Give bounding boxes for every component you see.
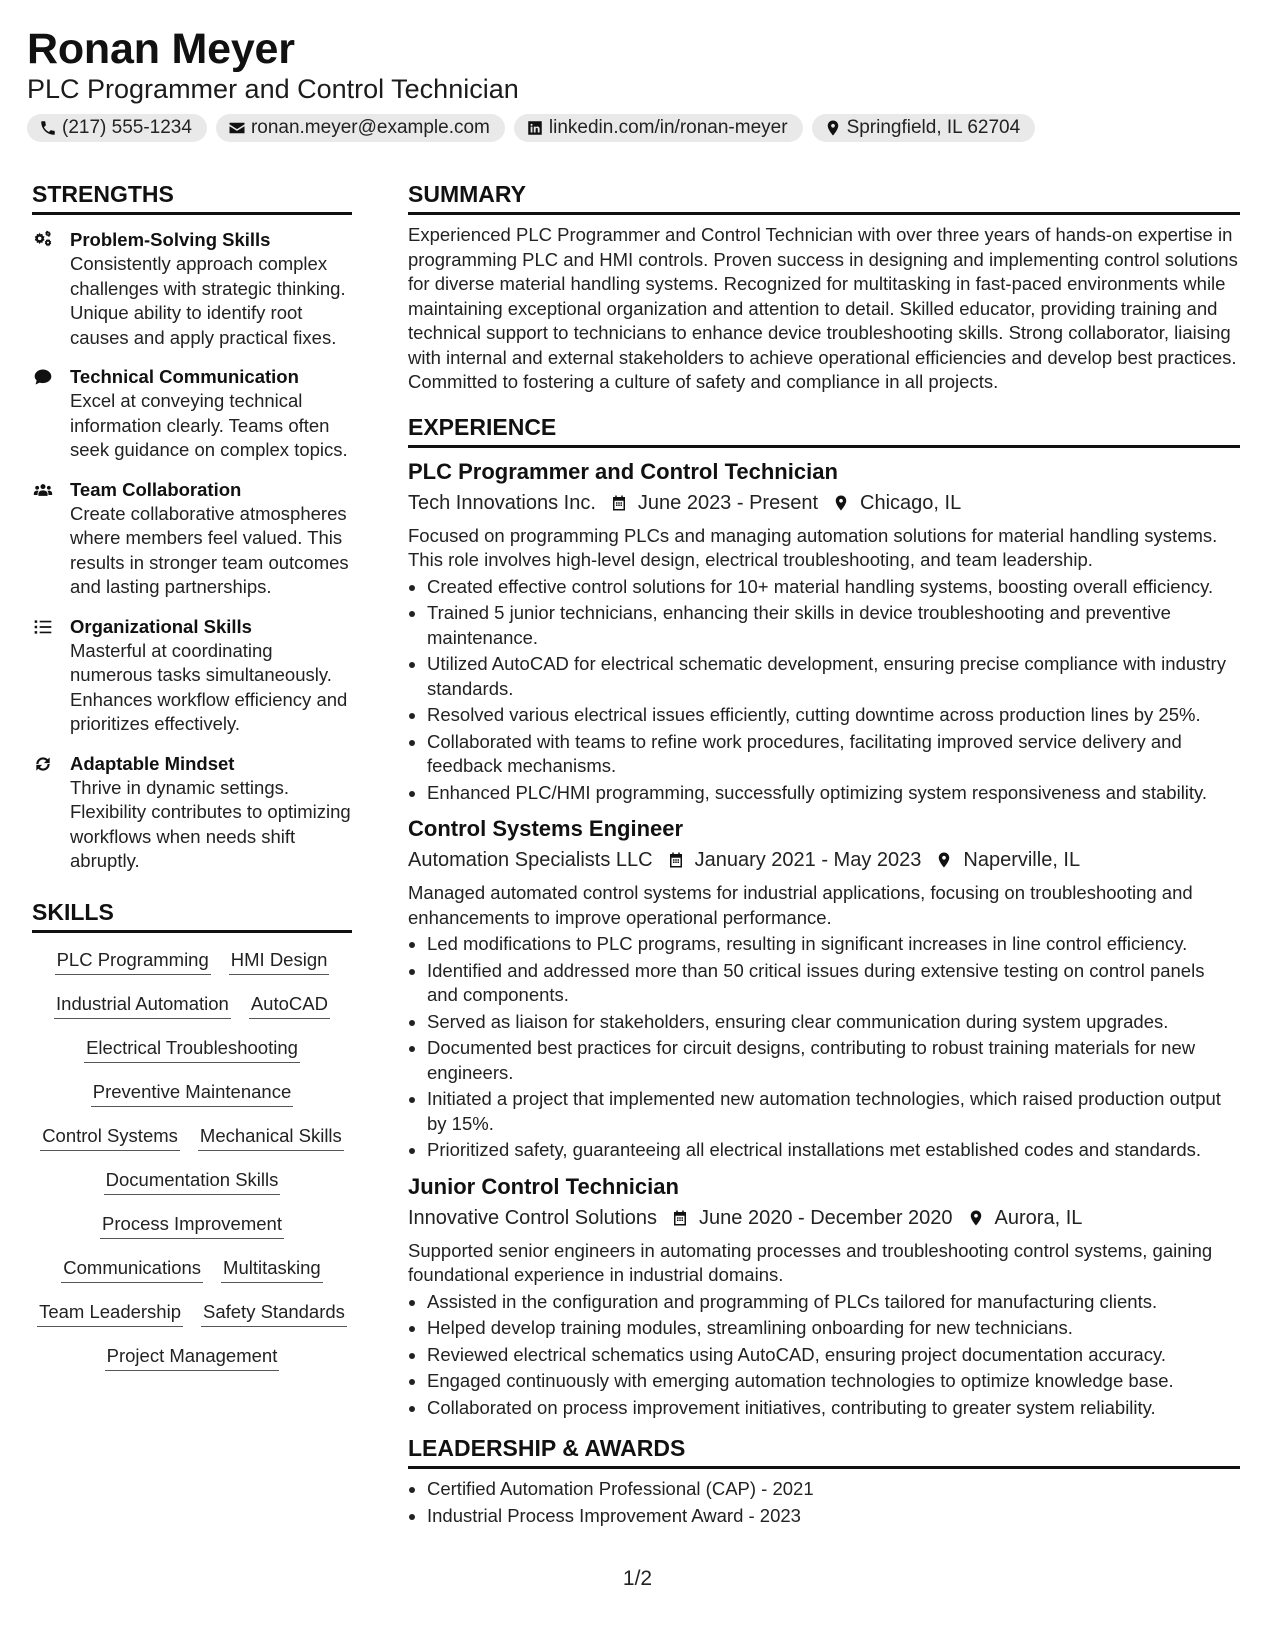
- strength-item: [32, 751, 352, 874]
- job-company: Innovative Control Solutions: [408, 1206, 658, 1229]
- phone-text: (217) 555-1234: [62, 117, 192, 138]
- email-text: ronan.meyer@example.com: [250, 117, 490, 138]
- job-dates: June 2023 - Present: [637, 491, 819, 514]
- strengths-heading: STRENGTHS: [32, 180, 352, 215]
- awards-list: [408, 1477, 1240, 1528]
- job-company: Automation Specialists LLC: [408, 849, 653, 871]
- skill-tag: Team Leadership: [37, 1295, 183, 1327]
- strength-desc: Masterful at coordinating numerous tasks simultaneously. Enhances workflow efficiency and prioritizes effectively.: [70, 639, 348, 734]
- candidate-name: Ronan Meyer: [27, 25, 295, 73]
- bullet-item: • Utilized AutoCAD for electrical schematic development, ensuring precise compliance with industry standards.: [427, 652, 1240, 701]
- job-meta: [408, 489, 1240, 517]
- linkedin-text: linkedin.com/in/ronan-meyer: [548, 117, 788, 138]
- experience-heading: EXPERIENCE: [408, 413, 1240, 448]
- skill-tag: Process Improvement: [100, 1207, 284, 1239]
- bullet-item: • Helped develop training modules, streamlining onboarding for new technicians.: [427, 1316, 1240, 1341]
- gears-icon: [32, 230, 54, 250]
- award-item: • Certified Automation Professional (CAP) - 2021: [427, 1477, 1240, 1502]
- strength-item: [32, 364, 352, 463]
- job-location: Naperville, IL: [963, 849, 1081, 871]
- skills-heading: SKILLS: [32, 898, 352, 933]
- job-bullets: [408, 575, 1240, 806]
- bullet-item: • Served as liaison for stakeholders, ensuring clear communication during system upgrades.: [427, 1010, 1240, 1035]
- job-entry: [408, 1173, 1240, 1421]
- linkedin-icon: [526, 119, 544, 137]
- phone-icon: [39, 119, 57, 137]
- refresh-icon: [32, 754, 54, 774]
- skill-tag: HMI Design: [229, 943, 330, 975]
- skill-tag: Electrical Troubleshooting: [84, 1031, 300, 1063]
- contact-email[interactable]: [216, 114, 505, 142]
- skill-tag: Documentation Skills: [104, 1163, 281, 1195]
- users-icon: [32, 480, 54, 500]
- location-text: Springfield, IL 62704: [846, 117, 1021, 138]
- job-dates: June 2020 - December 2020: [699, 1206, 953, 1229]
- bullet-item: • Resolved various electrical issues efficiently, cutting downtime across production lines by 25%.: [427, 703, 1240, 728]
- strength-name: Adaptable Mindset: [70, 752, 235, 774]
- job-location: Aurora, IL: [994, 1206, 1083, 1229]
- bullet-item: • Led modifications to PLC programs, resulting in significant increases in line control efficiency.: [427, 932, 1240, 957]
- job-bullets: [408, 1290, 1240, 1421]
- job-bullets: [408, 932, 1240, 1163]
- list-icon: [32, 617, 54, 637]
- skill-tag: Control Systems: [40, 1119, 180, 1151]
- strength-desc: Consistently approach complex challenges with strategic thinking. Unique ability to identify root causes and apply practical fixes.: [70, 253, 346, 348]
- job-title: Junior Control Technician: [408, 1173, 679, 1199]
- map-pin-icon: [824, 119, 842, 137]
- strength-name: Team Collaboration: [70, 478, 242, 500]
- calendar-icon: [671, 1208, 689, 1228]
- job-entry: [408, 458, 1240, 806]
- strength-name: Organizational Skills: [70, 615, 252, 637]
- bullet-item: • Initiated a project that implemented new automation technologies, which raised production output by 15%.: [427, 1087, 1240, 1136]
- resume-header: [27, 24, 1247, 142]
- envelope-icon: [228, 119, 246, 137]
- summary-heading: SUMMARY: [408, 180, 1240, 215]
- strength-desc: Excel at conveying technical information clearly. Teams often seek guidance on complex topics.: [70, 390, 348, 460]
- skill-tag: Preventive Maintenance: [91, 1075, 293, 1107]
- strength-item: [32, 227, 352, 350]
- job-title: Control Systems Engineer: [408, 816, 684, 841]
- bullet-item: • Documented best practices for circuit designs, contributing to robust training materials for new engineers.: [427, 1036, 1240, 1085]
- job-meta: [408, 1204, 1240, 1232]
- job-entry: [408, 815, 1240, 1163]
- bullet-item: • Engaged continuously with emerging automation technologies to optimize knowledge base.: [427, 1369, 1240, 1394]
- award-item: • Industrial Process Improvement Award - 2023: [427, 1504, 1240, 1529]
- skill-tag: Communications: [61, 1251, 203, 1283]
- calendar-icon: [667, 850, 685, 870]
- contact-linkedin[interactable]: [514, 114, 803, 142]
- map-pin-icon: [967, 1208, 985, 1228]
- job-company: Tech Innovations Inc.: [408, 491, 596, 514]
- job-title: PLC Programmer and Control Technician: [408, 458, 838, 484]
- bullet-item: • Assisted in the configuration and programming of PLCs tailored for manufacturing clients.: [427, 1290, 1240, 1315]
- skill-tag: AutoCAD: [249, 987, 330, 1019]
- strength-desc: Create collaborative atmospheres where members feel valued. This results in stronger team outcomes and lasting partnerships.: [70, 502, 349, 597]
- skill-tag: PLC Programming: [55, 943, 211, 975]
- bullet-item: • Prioritized safety, guaranteeing all electrical installations met established codes and standards.: [427, 1138, 1240, 1163]
- strength-item: [32, 477, 352, 600]
- right-column: [408, 180, 1240, 1530]
- job-description: Focused on programming PLCs and managing automation solutions for material handling systems. This role involves high-level design, electrical troubleshooting, and team leadership.: [408, 524, 1218, 570]
- candidate-title: PLC Programmer and Control Technician: [27, 74, 519, 104]
- page-number: 1/2: [622, 1567, 653, 1590]
- strengths-list: [32, 215, 352, 874]
- contact-location: [812, 114, 1036, 142]
- bullet-item: • Collaborated on process improvement initiatives, contributing to greater system reliability.: [427, 1396, 1240, 1421]
- strength-name: Problem-Solving Skills: [70, 229, 271, 250]
- strength-desc: Thrive in dynamic settings. Flexibility contributes to optimizing workflows when needs shift abruptly.: [70, 776, 351, 871]
- job-description: Managed automated control systems for industrial applications, focusing on troubleshooting and enhancements to improve operational performance.: [408, 882, 1193, 928]
- bullet-item: • Trained 5 junior technicians, enhancing their skills in device troubleshooting and preventive maintenance.: [427, 601, 1240, 650]
- skill-tag: Mechanical Skills: [198, 1119, 344, 1151]
- summary-text: Experienced PLC Programmer and Control Technician with over three years of hands-on expertise in programming PLC and HMI controls. Proven success in designing and implementing control solutions for diverse material handling systems. Recognized for multitasking in fast-paced environments while maintaining exceptional organization and attention to detail. Skilled educator, providing training and technical support to technicians to enhance device troubleshooting skills. Strong collaborator, liaising with internal and external stakeholders to achieve operational efficiencies and develop best practices. Committed to fostering a culture of safety and compliance in all projects.: [408, 224, 1238, 392]
- bullet-item: • Reviewed electrical schematics using AutoCAD, ensuring project documentation accuracy.: [427, 1343, 1240, 1368]
- bullet-item: • Identified and addressed more than 50 critical issues during extensive testing on control panels and components.: [427, 959, 1240, 1008]
- contact-bar: [27, 114, 1247, 142]
- job-meta: [408, 846, 1240, 874]
- strength-item: [32, 614, 352, 737]
- strength-name: Technical Communication: [70, 366, 299, 387]
- speech-bubble-icon: [32, 367, 54, 387]
- bullet-item: • Collaborated with teams to refine work procedures, facilitating improved service delivery and feedback mechanisms.: [427, 730, 1240, 779]
- skill-tag: Safety Standards: [201, 1295, 347, 1327]
- map-pin-icon: [935, 850, 953, 870]
- skill-tag: Multitasking: [221, 1251, 323, 1283]
- map-pin-icon: [832, 493, 850, 513]
- skills-list: [32, 933, 352, 1383]
- awards-heading: LEADERSHIP & AWARDS: [408, 1434, 1240, 1469]
- job-description: Supported senior engineers in automating processes and troubleshooting control systems, gaining foundational experience in industrial domains.: [408, 1239, 1213, 1285]
- calendar-icon: [610, 493, 628, 513]
- bullet-item: • Enhanced PLC/HMI programming, successfully optimizing system responsiveness and stability.: [427, 781, 1240, 806]
- skill-tag: Project Management: [105, 1339, 280, 1371]
- bullet-item: • Created effective control solutions for 10+ material handling systems, boosting overall efficiency.: [427, 575, 1240, 600]
- job-location: Chicago, IL: [860, 491, 962, 514]
- contact-phone[interactable]: [27, 114, 207, 142]
- skill-tag: Industrial Automation: [54, 987, 231, 1019]
- left-column: [32, 180, 352, 1383]
- job-dates: January 2021 - May 2023: [694, 849, 922, 871]
